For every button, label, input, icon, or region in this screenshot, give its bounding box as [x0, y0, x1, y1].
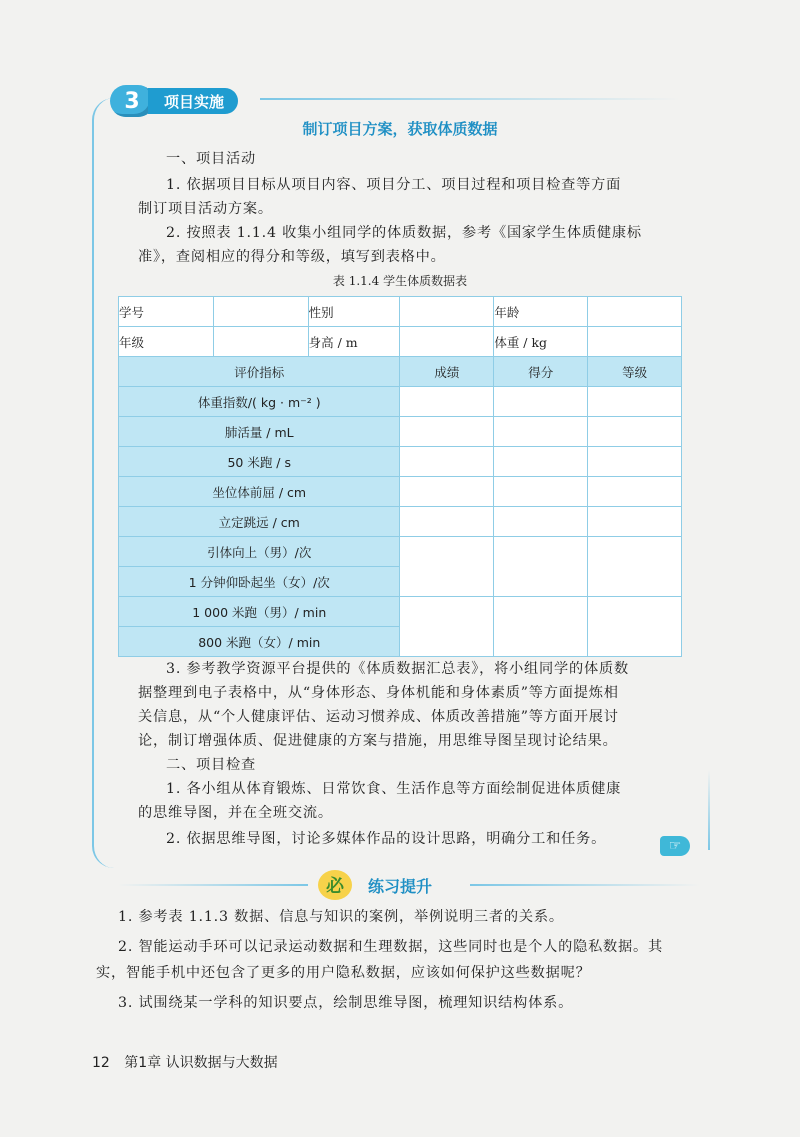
gender-cell — [400, 297, 494, 327]
result-cell — [400, 447, 494, 477]
table-header-row — [119, 357, 682, 387]
practice-q3: 3. 试围绕某一学科的知识要点，绘制思维导图，梳理知识结构体系。 — [118, 995, 574, 1011]
page-footer — [92, 1052, 278, 1072]
indicator-50m-run: 50 米跑 / s — [119, 447, 400, 477]
label-weight: 体重 / kg — [494, 327, 588, 357]
activity-item-2-line1: 2. 按照表 1.1.4 收集小组同学的体质数据，参考《国家学生体质健康标 — [166, 225, 642, 241]
table-row — [119, 447, 682, 477]
grade-cell — [588, 477, 682, 507]
grade-cell — [588, 507, 682, 537]
indicator-sit-and-reach: 坐位体前屈 / cm — [119, 477, 400, 507]
header-grade: 等级 — [588, 357, 682, 387]
student-id-cell — [213, 297, 308, 327]
indicator-sit-ups: 1 分钟仰卧起坐（女）/次 — [119, 567, 400, 597]
result-cell — [400, 597, 494, 657]
score-cell — [494, 537, 588, 597]
grade-cell — [213, 327, 308, 357]
activity-item-3-line4: 论，制订增强体质、促进健康的方案与措施，用思维导图呈现讨论结果。 — [138, 733, 618, 749]
table-row — [119, 477, 682, 507]
grade-cell — [588, 447, 682, 477]
result-cell — [400, 417, 494, 447]
age-cell — [588, 297, 682, 327]
indicator-bmi: 体重指数/( kg · m⁻² ) — [119, 387, 400, 417]
practice-q2-line2: 实，智能手机中还包含了更多的用户隐私数据，应该如何保护这些数据呢？ — [96, 965, 591, 981]
header-result: 成绩 — [400, 357, 494, 387]
table-info-row — [119, 297, 682, 327]
indicator-pull-ups: 引体向上（男）/次 — [119, 537, 400, 567]
score-cell — [494, 597, 588, 657]
table-caption: 表 1.1.4 学生体质数据表 — [332, 274, 468, 288]
grade-cell — [588, 537, 682, 597]
check-heading: 二、项目检查 — [166, 757, 256, 773]
separator-right — [470, 884, 700, 886]
activity-item-1-line1: 1. 依据项目目标从项目内容、项目分工、项目过程和项目检查等方面 — [166, 177, 622, 193]
label-grade: 年级 — [119, 327, 214, 357]
score-cell — [494, 507, 588, 537]
label-student-id: 学号 — [119, 297, 214, 327]
section-badge — [110, 85, 238, 117]
label-age: 年龄 — [494, 297, 588, 327]
practice-icon: 必 — [318, 870, 352, 900]
table-info-row — [119, 327, 682, 357]
frame-top-line — [260, 98, 680, 100]
activity-item-3-line2: 据整理到电子表格中，从“身体形态、身体机能和身体素质”等方面提炼相 — [138, 685, 619, 701]
result-cell — [400, 477, 494, 507]
section-subtitle: 制订项目方案，获取体质数据 — [302, 120, 498, 138]
pointing-hand-icon: ☞ — [660, 836, 690, 856]
header-score: 得分 — [494, 357, 588, 387]
score-cell — [494, 447, 588, 477]
grade-cell — [588, 387, 682, 417]
weight-cell — [588, 327, 682, 357]
indicator-standing-long-jump: 立定跳远 / cm — [119, 507, 400, 537]
label-height: 身高 / m — [308, 327, 400, 357]
activity-item-2-line2: 准》，查阅相应的得分和等级，填写到表格中。 — [138, 249, 446, 265]
page-number: 12 — [92, 1055, 110, 1071]
badge-label: 项目实施 — [148, 88, 238, 114]
score-cell — [494, 477, 588, 507]
result-cell — [400, 537, 494, 597]
check-item-1-line2: 的思维导图，并在全班交流。 — [138, 805, 333, 821]
separator-left — [118, 884, 308, 886]
practice-q1: 1. 参考表 1.1.3 数据、信息与知识的案例，举例说明三者的关系。 — [118, 909, 564, 925]
practice-header — [318, 870, 432, 900]
result-cell — [400, 387, 494, 417]
activity-item-3-line1: 3. 参考教学资源平台提供的《体质数据汇总表》，将小组同学的体质数 — [166, 661, 629, 677]
badge-number: 3 — [110, 85, 154, 117]
activity-heading: 一、项目活动 — [166, 151, 256, 167]
indicator-vital-capacity: 肺活量 / mL — [119, 417, 400, 447]
grade-cell — [588, 417, 682, 447]
frame-right-line — [708, 770, 710, 850]
check-item-2: 2. 依据思维导图，讨论多媒体作品的设计思路，明确分工和任务。 — [166, 831, 607, 847]
fitness-data-table — [118, 296, 682, 657]
practice-title: 练习提升 — [368, 876, 433, 896]
score-cell — [494, 417, 588, 447]
table-row — [119, 387, 682, 417]
indicator-800m-run: 800 米跑（女）/ min — [119, 627, 400, 657]
indicator-1000m-run: 1 000 米跑（男）/ min — [119, 597, 400, 627]
header-indicator: 评价指标 — [119, 357, 400, 387]
result-cell — [400, 507, 494, 537]
table-row — [119, 597, 682, 627]
table-row — [119, 537, 682, 567]
table-row — [119, 417, 682, 447]
check-item-1-line1: 1. 各小组从体育锻炼、日常饮食、生活作息等方面绘制促进体质健康 — [166, 781, 622, 797]
grade-cell — [588, 597, 682, 657]
activity-item-1-line2: 制订项目活动方案。 — [138, 201, 273, 217]
label-gender: 性别 — [308, 297, 400, 327]
score-cell — [494, 387, 588, 417]
height-cell — [400, 327, 494, 357]
practice-q2-line1: 2. 智能运动手环可以记录运动数据和生理数据，这些同时也是个人的隐私数据。其 — [118, 939, 664, 955]
activity-item-3-line3: 关信息，从“个人健康评估、运动习惯养成、体质改善措施”等方面开展讨 — [138, 709, 619, 725]
table-row — [119, 507, 682, 537]
chapter-title: 第1章 认识数据与大数据 — [124, 1055, 278, 1071]
